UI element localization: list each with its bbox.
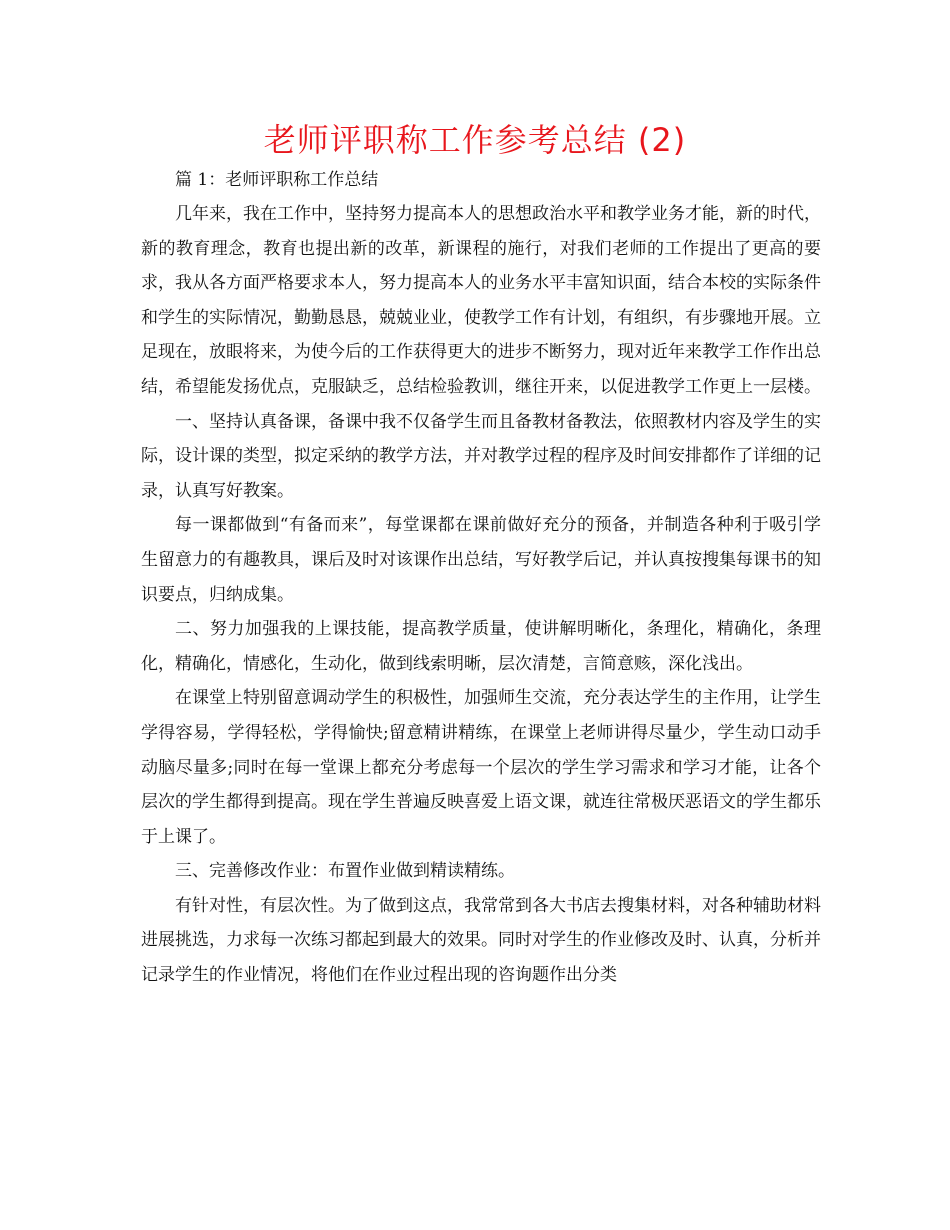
paragraph-preparation: 一、坚持认真备课，备课中我不仅备学生而且备教材备教法，依照教材内容及学生的实际，设计课的类型，拟定采纳的教学方法，并对教学过程的程序及时间安排都作了详细的记录，认真写好教案。 xyxy=(141,411,821,501)
paragraph-classroom: 在课堂上特别留意调动学生的积极性，加强师生交流，充分表达学生的主作用，让学生学得容易，学得轻松，学得愉快;留意精讲精练，在课堂上老师讲得尽量少，学生动口动手动脑尽量多;同时在每一堂课上都充分考虑每一个层次的学生学习需求和学习才能，让各个层次的学生都得到提高。现在学生普遍反映喜爱上语文课，就连往常极厌恶语文的学生都乐于上课了。 xyxy=(141,688,821,847)
document-body xyxy=(141,163,821,993)
section-heading: 篇 1：老师评职称工作总结 xyxy=(175,170,379,190)
paragraph-teaching-skills: 二、努力加强我的上课技能，提高教学质量，使讲解明晰化，条理化，精确化，条理化，精确化，情感化，生动化，做到线索明晰，层次清楚，言简意赅，深化浅出。 xyxy=(141,619,821,674)
paragraph-homework: 有针对性，有层次性。为了做到这点，我常常到各大书店去搜集材料，对各种辅助材料进展挑选，力求每一次练习都起到最大的效果。同时对学生的作业修改及时、认真，分析并记录学生的作业情况，将他们在作业过程出现的咨询题作出分类 xyxy=(141,895,821,986)
paragraph-each-lesson: 每一课都做到“有备而来”，每堂课都在课前做好充分的预备，并制造各种利于吸引学生留意力的有趣教具，课后及时对该课作出总结，写好教学后记，并认真按搜集每课书的知识要点，归纳成集。 xyxy=(141,515,821,605)
paragraph-intro: 几年来，我在工作中，坚持努力提高本人的思想政治水平和教学业务才能，新的时代，新的教育理念，教育也提出新的改革，新课程的施行，对我们老师的工作提出了更高的要求，我从各方面严格要求本人，努力提高本人的业务水平丰富知识面，结合本校的实际条件和学生的实际情况，勤勤恳恳，兢兢业业，使教学工作有计划，有组织，有步骤地开展。立足现在，放眼将来，为使今后的工作获得更大的进步不断努力，现对近年来教学工作作出总结，希望能发扬优点，克服缺乏，总结检验教训，继往开来，以促进教学工作更上一层楼。 xyxy=(141,204,821,397)
paragraph-homework-heading: 三、完善修改作业：布置作业做到精读精练。 xyxy=(175,861,515,882)
document-title: 老师评职称工作参考总结 (2) xyxy=(263,121,687,159)
